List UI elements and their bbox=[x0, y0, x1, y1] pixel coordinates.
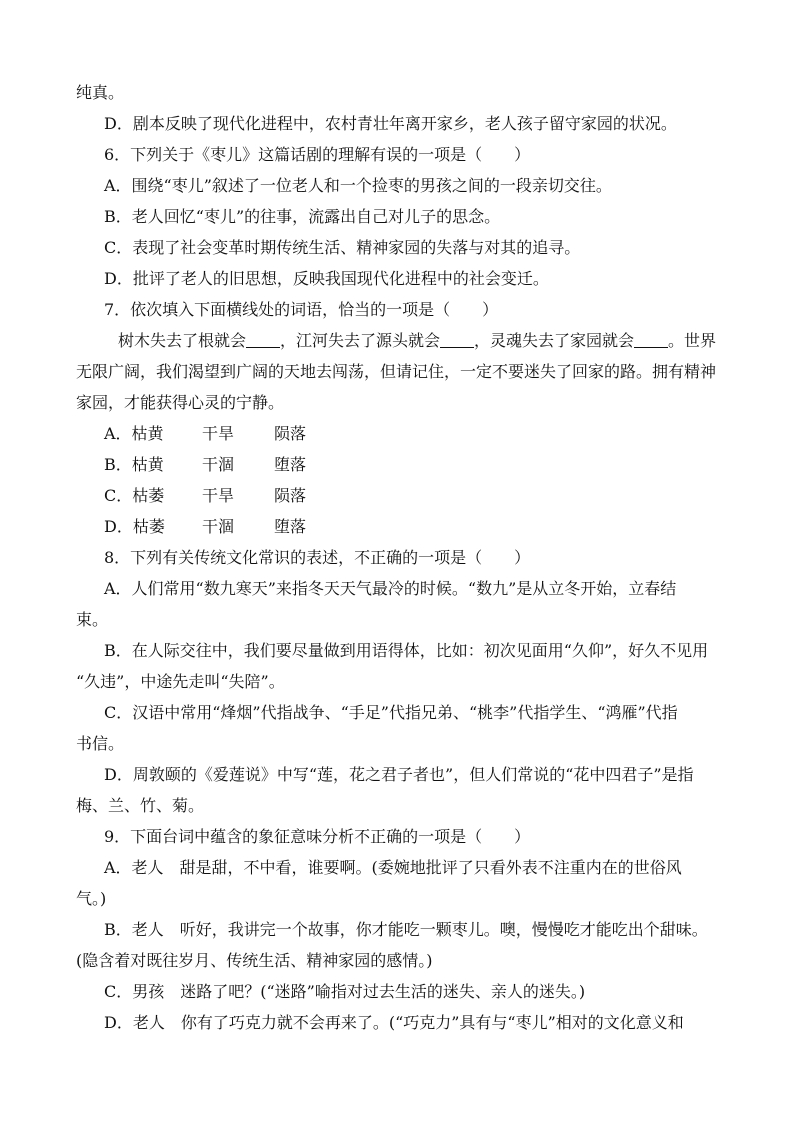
q9-option-a-cont: 气。) bbox=[76, 889, 107, 908]
q7-text: ，灵魂失去了家园就会 bbox=[474, 331, 635, 350]
option-label: D．枯萎 bbox=[104, 517, 165, 536]
option-word: 干旱 bbox=[202, 486, 235, 505]
q6-option-a: A．围绕“枣儿”叙述了一位老人和一个捡枣的男孩之间的一段亲切交往。 bbox=[104, 176, 612, 195]
document-page bbox=[76, 77, 722, 1038]
q7-text: 树木失去了根就会 bbox=[118, 331, 247, 350]
fill-blank bbox=[440, 329, 474, 348]
q9-option-b-cont: (隐含着对既往岁月、传统生活、精神家园的感情。) bbox=[76, 951, 433, 970]
q7-text: 。世界 bbox=[668, 331, 717, 350]
fill-blank bbox=[634, 329, 668, 348]
q8-option-a-cont: 束。 bbox=[76, 610, 109, 629]
text-line: D．剧本反映了现代化进程中，农村青壮年离开家乡，老人孩子留守家园的状况。 bbox=[104, 114, 677, 133]
question-6: 6．下列关于《枣儿》这篇话剧的理解有误的一项是（ ） bbox=[104, 145, 531, 164]
text-line: 纯真。 bbox=[76, 83, 125, 102]
option-word: 陨落 bbox=[274, 486, 307, 505]
q7-text: ，江河失去了源头就会 bbox=[280, 331, 441, 350]
fill-blank bbox=[246, 329, 280, 348]
q8-option-a: A．人们常用“数九寒天”来指冬天天气最冷的时候。“数九”是从立冬开始，立春结 bbox=[104, 579, 677, 598]
q7-option-c bbox=[76, 480, 722, 511]
question-8: 8．下列有关传统文化常识的表述，不正确的一项是（ ） bbox=[104, 548, 531, 567]
option-word: 堕落 bbox=[274, 517, 307, 536]
q7-passage-line-3: 家园，才能获得心灵的宁静。 bbox=[76, 393, 285, 412]
q9-option-c: C．男孩 迷路了吧？(“迷路”喻指对过去生活的迷失、亲人的迷失。) bbox=[104, 982, 586, 1001]
option-word: 干涸 bbox=[202, 455, 235, 474]
q8-option-b: B．在人际交往中，我们要尽量做到用语得体，比如：初次见面用“久仰”，好久不见用 bbox=[104, 641, 709, 660]
option-label: C．枯萎 bbox=[104, 486, 165, 505]
option-word: 干旱 bbox=[202, 424, 235, 443]
question-7: 7．依次填入下面横线处的词语，恰当的一项是（ ） bbox=[104, 300, 499, 319]
q9-option-a: A．老人 甜是甜，不中看，谁要啊。(委婉地批评了只看外表不注重内在的世俗风 bbox=[104, 858, 682, 877]
q7-option-a bbox=[76, 418, 722, 449]
q9-option-d: D．老人 你有了巧克力就不会再来了。(“巧克力”具有与“枣儿”相对的文化意义和 bbox=[104, 1013, 684, 1032]
option-label: A．枯黄 bbox=[104, 424, 164, 443]
q8-option-d: D．周敦颐的《爱莲说》中写“莲，花之君子者也”，但人们常说的“花中四君子”是指 bbox=[104, 765, 694, 784]
q7-passage-line-1 bbox=[76, 325, 722, 356]
q6-option-c: C．表现了社会变革时期传统生活、精神家园的失落与对其的追寻。 bbox=[104, 238, 581, 257]
q6-option-d: D．批评了老人的旧思想，反映我国现代化进程中的社会变迁。 bbox=[104, 269, 549, 288]
question-9: 9．下面台词中蕴含的象征意味分析不正确的一项是（ ） bbox=[104, 827, 531, 846]
q7-option-b bbox=[76, 449, 722, 480]
option-word: 干涸 bbox=[202, 517, 235, 536]
q7-passage-line-2: 无限广阔，我们渴望到广阔的天地去闯荡，但请记住，一定不要迷失了回家的路。拥有精神 bbox=[76, 362, 717, 381]
q7-option-d bbox=[76, 511, 722, 542]
q8-option-c: C．汉语中常用“烽烟”代指战争、“手足”代指兄弟、“桃李”代指学生、“鸿雁”代指 bbox=[104, 703, 678, 722]
option-word: 陨落 bbox=[274, 424, 307, 443]
q8-option-d-cont: 梅、兰、竹、菊。 bbox=[76, 796, 205, 815]
q9-option-b: B．老人 听好，我讲完一个故事，你才能吃一颗枣儿。噢，慢慢吃才能吃出个甜味。 bbox=[104, 920, 708, 939]
q6-option-b: B．老人回忆“枣儿”的往事，流露出自己对儿子的思念。 bbox=[104, 207, 501, 226]
option-word: 堕落 bbox=[274, 455, 307, 474]
q8-option-c-cont: 书信。 bbox=[76, 734, 125, 753]
q8-option-b-cont: “久违”，中途先走叫“失陪”。 bbox=[76, 672, 285, 691]
option-label: B．枯黄 bbox=[104, 455, 164, 474]
